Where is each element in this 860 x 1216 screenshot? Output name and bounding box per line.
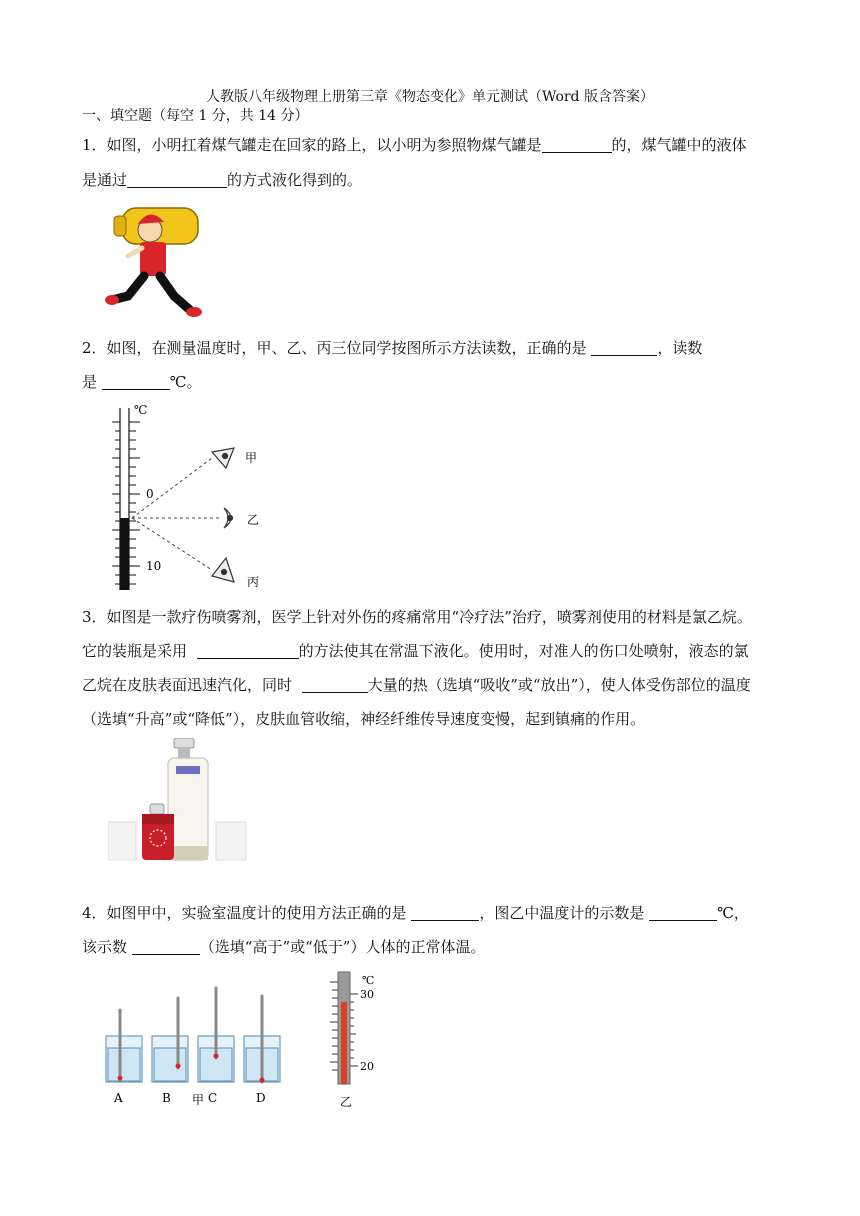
q3-text: 它的装瓶是采用 [82, 642, 188, 660]
q4-line2 [82, 937, 485, 957]
q1-text: 的方式液化得到的。 [227, 171, 363, 189]
tick-label-20: 20 [360, 1060, 374, 1073]
beaker-label-a: A [114, 1091, 123, 1105]
q4-blank3[interactable] [132, 938, 200, 955]
beaker-label-c: C [208, 1091, 218, 1105]
q1-line1 [82, 135, 747, 155]
q4-text: 4．如图甲中，实验室温度计的使用方法正确的是 [82, 904, 407, 922]
q4-text: ，图乙中温度计的示数是 [479, 904, 645, 922]
thermometer-reading-diagram [100, 400, 270, 595]
eye-icon [224, 508, 233, 528]
q4-blank2[interactable] [649, 904, 717, 921]
q2-blank1[interactable] [591, 339, 657, 356]
q3-text: 的方法使其在常温下液化。使用时，对准人的伤口处喷射，液态的氯 [298, 642, 749, 660]
q2-line2 [82, 372, 202, 392]
eye-icon [212, 448, 234, 468]
eye-icon [212, 558, 234, 582]
q2-text: ，读数 [657, 339, 703, 357]
q1-text: 1．如图，小明扛着煤气罐走在回家的路上，以小明为参照物煤气罐是 [82, 136, 542, 154]
q4-text: （选填“高于”或“低于”）人体的正常体温。 [199, 938, 486, 956]
q2-text: ℃。 [169, 373, 202, 391]
observer-label-jia: 甲 [245, 451, 258, 465]
q1-text: 的，煤气罐中的液体 [611, 136, 747, 154]
q4-blank1[interactable] [411, 904, 479, 921]
figure-label-jia: 甲 [192, 1093, 205, 1107]
q2-line1 [82, 338, 702, 358]
thermometer-yi-diagram [318, 968, 388, 1110]
q1-line2 [82, 170, 362, 190]
q3-line3 [82, 675, 751, 695]
q4-text: 该示数 [82, 938, 128, 956]
boy-carrying-gas-tank-image [104, 200, 209, 325]
tick-label-30: 30 [360, 988, 374, 1001]
q3-text: 乙烷在皮肤表面迅速汽化，同时 [82, 676, 293, 694]
beaker-thermometer-diagram [100, 984, 290, 1109]
unit-label: ℃ [134, 403, 148, 417]
q2-text: 2．如图，在测量温度时，甲、乙、丙三位同学按图所示方法读数，正确的是 [82, 339, 587, 357]
q3-text: 大量的热（选填“吸收”或“放出”），使人体受伤部位的温度 [367, 676, 751, 694]
q1-blank2[interactable] [127, 171, 227, 188]
q3-line2 [82, 641, 749, 661]
tick-label-0: 0 [146, 487, 154, 501]
figure-label-yi: 乙 [340, 1095, 353, 1109]
observer-label-yi: 乙 [247, 513, 260, 527]
q3-blank1[interactable] [197, 642, 299, 659]
q4-text: ℃， [717, 904, 749, 922]
q2-blank2[interactable] [102, 373, 170, 390]
q1-blank1[interactable] [542, 136, 612, 153]
unit-label: ℃ [362, 974, 375, 987]
spray-cans-image [108, 738, 248, 862]
observer-label-bing: 丙 [247, 575, 260, 589]
document-title: 人教版八年级物理上册第三章《物态变化》单元测试（Word 版含答案） [206, 89, 654, 105]
q2-text: 是 [82, 373, 98, 391]
q3-line4: （选填“升高”或“降低”），皮肤血管收缩，神经纤维传导速度变慢，起到镇痛的作用。 [82, 710, 646, 728]
q3-blank2[interactable] [302, 676, 368, 693]
beaker-label-b: B [162, 1091, 171, 1105]
q1-text: 是通过 [82, 171, 128, 189]
q3-line1: 3．如图是一款疗伤喷雾剂，医学上针对外伤的疼痛常用“冷疗法”治疗，喷雾剂使用的材料是氯乙烷。 [82, 608, 752, 626]
beaker-label-d: D [256, 1091, 266, 1105]
tick-label-10: 10 [146, 559, 162, 573]
q4-line1 [82, 903, 749, 923]
section-heading: 一、填空题（每空 1 分，共 14 分） [82, 108, 309, 124]
